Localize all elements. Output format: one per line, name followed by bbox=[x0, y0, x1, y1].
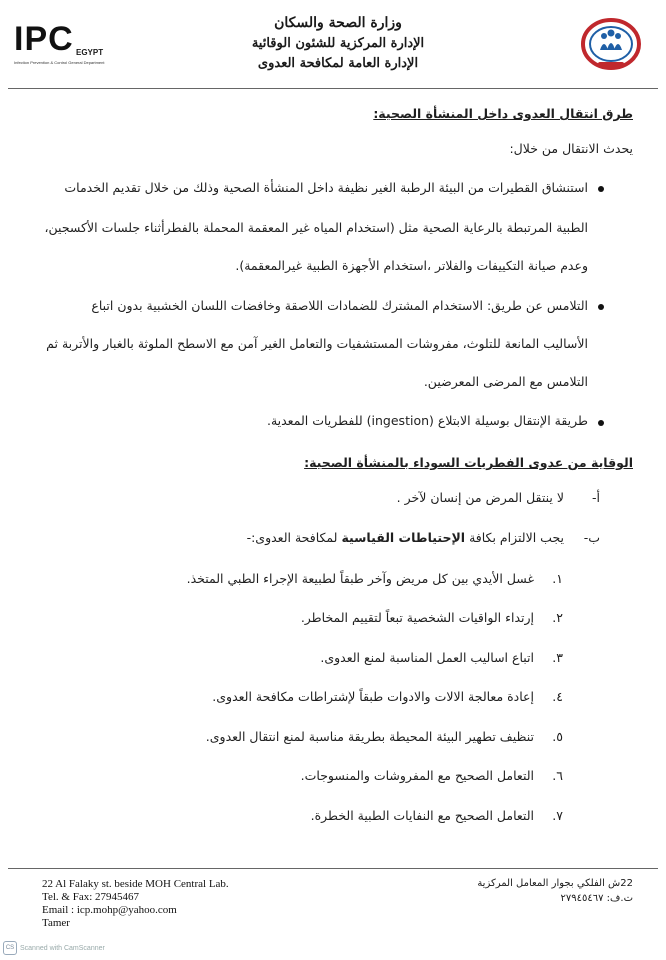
footer-name: Tamer bbox=[42, 917, 70, 929]
section-intro: يحدث الانتقال من خلال: bbox=[509, 141, 633, 156]
item-a-marker: أ- bbox=[592, 490, 600, 505]
bullet-dot bbox=[598, 304, 604, 310]
ministry-emblem-icon bbox=[578, 16, 644, 76]
numbered-marker: ٤. bbox=[552, 689, 563, 704]
item-b-prefix: يجب الالتزام بكافة bbox=[469, 530, 564, 545]
numbered-item-3: اتباع اساليب العمل المناسبة لمنع العدوى. bbox=[320, 650, 534, 665]
camscanner-icon: CS bbox=[3, 941, 17, 955]
numbered-marker: ٣. bbox=[552, 650, 563, 665]
ipc-logo-mark: IPC bbox=[14, 20, 74, 58]
bullet-dot bbox=[598, 186, 604, 192]
item-b-text bbox=[247, 530, 564, 546]
bullet-1-line-2: الطبية المرتبطة بالرعاية الصحية مثل (استخدام المياه غير المعقمة المحملة بالفطرأثناء جلسات الأكسجين، bbox=[44, 220, 588, 235]
section-title-transmission: طرق انتقال العدوى داخل المنشأة الصحية: bbox=[373, 106, 633, 121]
footer-divider bbox=[8, 868, 658, 869]
numbered-item-2: إرتداء الواقيات الشخصية تبعاً لتقييم المخاطر. bbox=[300, 610, 534, 625]
item-b-suffix: لمكافحة العدوى:- bbox=[246, 530, 338, 545]
bullet-2-line-3: التلامس مع المرضى المعرضين. bbox=[423, 374, 588, 389]
item-b-bold: الإحتياطات القياسية bbox=[341, 530, 466, 545]
numbered-marker: ٢. bbox=[552, 610, 563, 625]
ipc-logo-country: EGYPT bbox=[76, 48, 104, 57]
bullet-1-line-1: استنشاق القطيرات من البيئة الرطبة الغير نظيفة داخل المنشأة الصحية وذلك من خلال تقديم الخدمات bbox=[64, 180, 588, 195]
scanner-watermark-text: Scanned with CamScanner bbox=[20, 944, 105, 952]
bullet-1-line-3: وعدم صيانة التكييفات والفلاتر ،استخدام الأجهزة الطبية غيرالمعقمة). bbox=[235, 258, 588, 273]
footer-email-text: Email : icp.mohp@yahoo.com bbox=[42, 904, 177, 916]
numbered-marker: ٥. bbox=[552, 729, 563, 744]
ipc-logo-subtitle: Infection Prevention & Control General Department bbox=[14, 60, 105, 65]
ipc-logo bbox=[14, 22, 114, 74]
numbered-marker: ٧. bbox=[552, 808, 563, 823]
numbered-item-1: غسل الأيدي بين كل مريض وآخر طبقاً لطبيعة الإجراء الطبي المتخذ. bbox=[186, 571, 534, 586]
numbered-item-4: إعادة معالجة الالات والادوات طبقاً لإشتراطات مكافحة العدوى. bbox=[212, 689, 534, 704]
item-a-text: لا ينتقل المرض من إنسان لآخر . bbox=[396, 490, 564, 505]
footer-email-en[interactable] bbox=[42, 904, 177, 917]
scanner-watermark bbox=[3, 941, 105, 955]
central-admin-name: الإدارة المركزية للشئون الوقائية bbox=[251, 36, 425, 51]
footer-tel-en: Tel. & Fax: 27945467 bbox=[42, 891, 140, 903]
numbered-marker: ٦. bbox=[552, 768, 563, 783]
general-admin-name: الإدارة العامة لمكافحة العدوى bbox=[257, 56, 419, 71]
section-title-prevention: الوقاية من عدوى الفطريات السوداء بالمنشأة الصحية: bbox=[304, 455, 633, 470]
ministry-name: وزارة الصحة والسكان bbox=[274, 15, 402, 31]
bullet-2-line-2: الأساليب المانعة للتلوث، مفروشات المستشفيات والتعامل الغير آمن مع الاسطح الملوثة بالغبار والأتربة ثم bbox=[46, 336, 588, 351]
numbered-marker: ١. bbox=[552, 571, 563, 586]
header-divider bbox=[8, 88, 658, 89]
bullet-3-line-1: طريقة الإنتقال بوسيلة الابتلاع (ingestion) للفطريات المعدية. bbox=[266, 413, 588, 428]
footer-address-ar: 22ش الفلكي بجوار المعامل المركزية bbox=[477, 878, 633, 889]
numbered-item-6: التعامل الصحيح مع المفروشات والمنسوجات. bbox=[300, 768, 534, 783]
item-b-marker: ب- bbox=[583, 530, 600, 545]
footer-address-en: 22 Al Falaky st. beside MOH Central Lab. bbox=[42, 878, 229, 890]
footer-tel-ar: ت.ف: ٢٧٩٤٥٤٦٧ bbox=[560, 893, 633, 904]
numbered-item-5: تنظيف تطهير البيئة المحيطة بطريقة مناسبة لمنع انتقال العدوى. bbox=[205, 729, 534, 744]
numbered-item-7: التعامل الصحيح مع النفايات الطبية الخطرة. bbox=[310, 808, 534, 823]
bullet-2-line-1: التلامس عن طريق: الاستخدام المشترك للضمادات اللاصقة وخافضات اللسان الخشبية بدون اتباع bbox=[91, 298, 588, 313]
bullet-dot bbox=[598, 420, 604, 426]
